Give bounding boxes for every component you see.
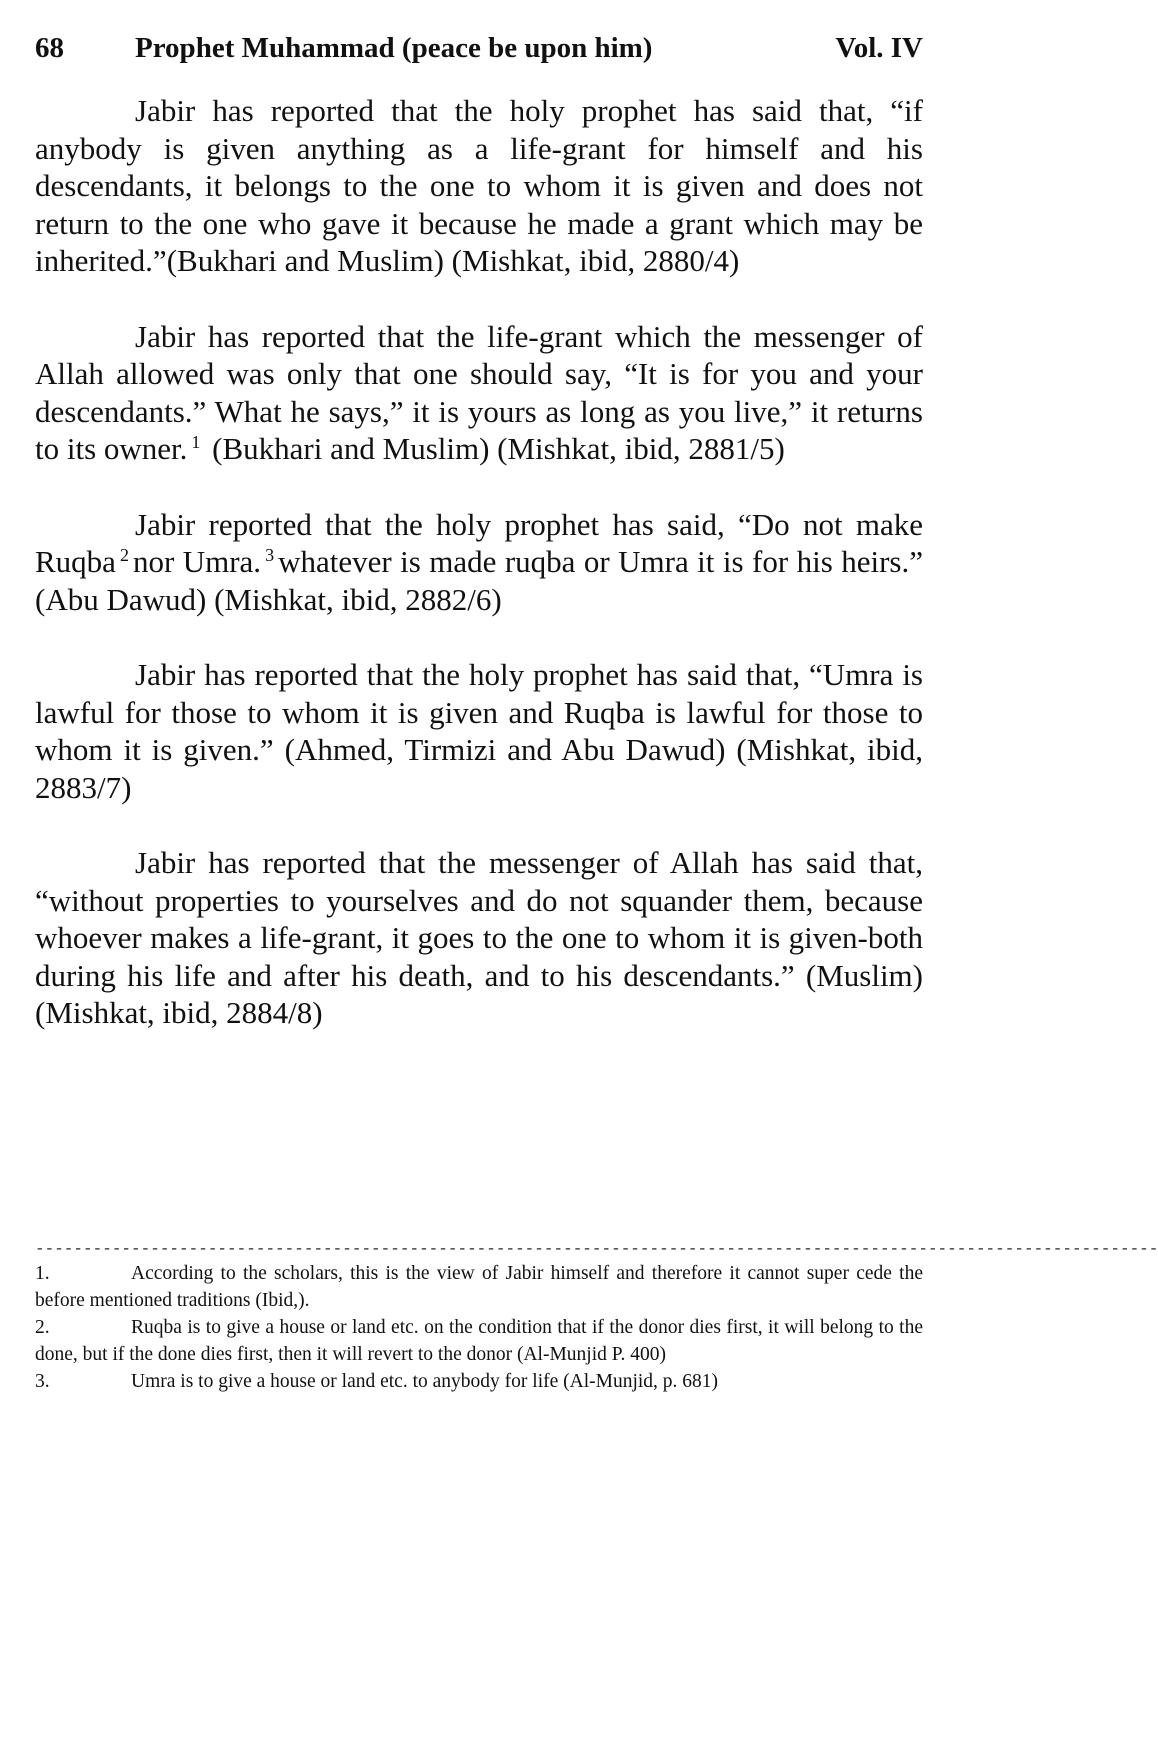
paragraph-2-text-a: Jabir has reported that the life-grant which the messenger of Allah allowed was only that one should say, “It is for you and your descendants.” What he says,” it is yours as long as you live,” it returns to its owner.: [35, 318, 923, 466]
paragraph-5-text: Jabir has reported that the messenger of Allah has said that, “without properties to yourselves and do not squander them, because whoever makes a life-grant, it goes to the one to whom it is given-both during his life and after his death, and to his descendants.” (Muslim) (Mishkat, ibid, 2884/8): [35, 845, 923, 1030]
paragraph-3: [35, 506, 923, 619]
paragraph-2: [35, 318, 923, 468]
running-title: Prophet Muhammad (peace be upon him): [135, 32, 653, 64]
paragraph-5: [35, 844, 923, 1032]
paragraph-1: [35, 92, 923, 280]
page-header: [35, 30, 923, 66]
footnote-2-text: Ruqba is to give a house or land etc. on the condition that if the donor dies first, it will belong to the done, but if the done dies first, then it will revert to the donor (Al-Munjid P. 400): [35, 1317, 923, 1365]
paragraph-3-text-c: whatever is made ruqba or Umra it is for his heirs.” (Abu Dawud) (Mishkat, ibid, 2882/6): [35, 544, 923, 617]
page-number: 68: [35, 32, 64, 64]
paragraph-4: [35, 656, 923, 806]
paragraph-3-text-b: nor Umra.: [132, 544, 262, 579]
footnote-1-number: 1.: [35, 1263, 50, 1284]
footnote-1-text: According to the scholars, this is the view of Jabir himself and therefore it cannot super cede the before mentioned traditions (Ibid,).: [35, 1263, 923, 1311]
document-page: [35, 30, 923, 1070]
footnote-ref-1: 1: [191, 431, 201, 452]
footnote-ref-2: 2: [119, 544, 129, 565]
footnotes-section: [35, 1240, 1158, 1395]
footnote-3-text: Umra is to give a house or land etc. to anybody for life (Al-Munjid, p. 681): [131, 1371, 719, 1392]
footnote-ref-3: 3: [265, 544, 275, 565]
footnote-3: [35, 1368, 923, 1395]
paragraph-3-text-a: Jabir reported that the holy prophet has said, “Do not make Ruqba: [35, 506, 923, 579]
footnote-2-number: 2.: [35, 1317, 50, 1338]
body-text: [35, 92, 923, 1032]
footnote-1: [35, 1260, 923, 1314]
footnote-2: [35, 1314, 923, 1368]
footnote-separator: ---------------------------------------------------------------------------------------------------------------------: [35, 1240, 1158, 1258]
paragraph-1-text: Jabir has reported that the holy prophet has said that, “if anybody is given anything as a life-grant for himself and his descendants, it belongs to the one to whom it is given and does not return to the one who gave it because he made a grant which may be inherited.”(Bukhari and Muslim) (Mishkat, ibid, 2880/4): [35, 93, 923, 278]
footnote-3-number: 3.: [35, 1371, 50, 1392]
volume-label: Vol. IV: [835, 32, 923, 64]
paragraph-4-text: Jabir has reported that the holy prophet has said that, “Umra is lawful for those to whom it is given and Ruqba is lawful for those to whom it is given.” (Ahmed, Tirmizi and Abu Dawud) (Mishkat, ibid, 2883/7): [35, 657, 923, 805]
paragraph-2-text-b: (Bukhari and Muslim) (Mishkat, ibid, 2881/5): [212, 431, 785, 466]
